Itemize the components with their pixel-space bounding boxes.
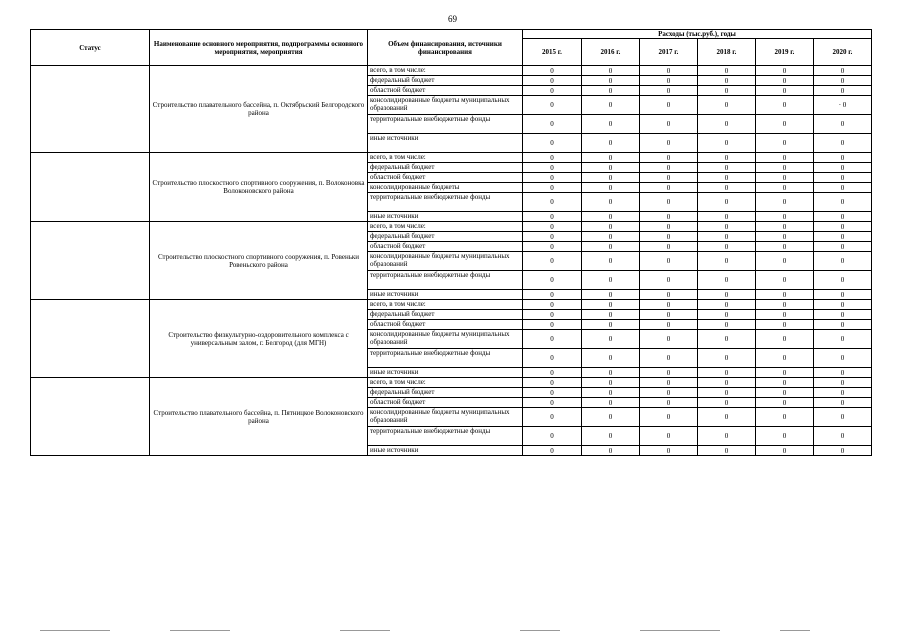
value-cell: 0 [523, 232, 582, 242]
value-cell: 0 [814, 134, 872, 153]
value-cell: 0 [698, 212, 756, 222]
source-label: федеральный бюджет [368, 310, 523, 320]
value-cell: 0 [640, 330, 698, 349]
value-cell: 0 [582, 368, 640, 378]
value-cell: 0 [698, 408, 756, 427]
value-cell: 0 [523, 368, 582, 378]
source-label: территориальные внебюджетные фонды [368, 427, 523, 446]
value-cell: 0 [756, 349, 814, 368]
year-header: 2018 г. [698, 39, 756, 66]
value-cell: 0 [698, 134, 756, 153]
source-label: всего, в том числе: [368, 300, 523, 310]
source-label: всего, в том числе: [368, 378, 523, 388]
source-label: иные источники [368, 212, 523, 222]
source-label: всего, в том числе: [368, 66, 523, 76]
value-cell: 0 [756, 427, 814, 446]
value-cell: 0 [756, 163, 814, 173]
year-header: 2019 г. [756, 39, 814, 66]
value-cell: 0 [698, 398, 756, 408]
value-cell: 0 [523, 330, 582, 349]
event-block [31, 378, 872, 456]
value-cell: 0 [756, 183, 814, 193]
value-cell: 0 [756, 320, 814, 330]
value-cell: 0 [814, 115, 872, 134]
value-cell: 0 [756, 232, 814, 242]
scan-footer-marks [40, 630, 860, 636]
source-label: иные источники [368, 134, 523, 153]
value-cell: 0 [523, 398, 582, 408]
value-cell: 0 [640, 66, 698, 76]
value-cell: 0 [814, 378, 872, 388]
source-label: областной бюджет [368, 320, 523, 330]
value-cell: 0 [523, 271, 582, 290]
value-cell: 0 [698, 153, 756, 163]
source-label: всего, в том числе: [368, 222, 523, 232]
value-cell: 0 [523, 427, 582, 446]
value-cell: 0 [640, 368, 698, 378]
value-cell: 0 [756, 398, 814, 408]
source-label: областной бюджет [368, 242, 523, 252]
value-cell: 0 [640, 232, 698, 242]
value-cell: 0 [640, 300, 698, 310]
value-cell: 0 [523, 76, 582, 86]
value-cell: 0 [698, 242, 756, 252]
source-label: консолидированные бюджеты муниципальных образований [368, 408, 523, 427]
status-cell [31, 300, 150, 378]
value-cell: 0 [523, 173, 582, 183]
value-cell: 0 [756, 76, 814, 86]
value-cell: 0 [698, 222, 756, 232]
value-cell: 0 [756, 86, 814, 96]
value-cell: 0 [814, 232, 872, 242]
source-label: территориальные внебюджетные фонды [368, 271, 523, 290]
value-cell: 0 [814, 86, 872, 96]
value-cell: 0 [756, 153, 814, 163]
scan-mark [520, 630, 560, 631]
value-cell: 0 [814, 212, 872, 222]
value-cell: 0 [756, 446, 814, 456]
value-cell: 0 [698, 66, 756, 76]
value-cell: 0 [698, 271, 756, 290]
value-cell: 0 [582, 242, 640, 252]
value-cell: 0 [582, 96, 640, 115]
value-cell: 0 [698, 368, 756, 378]
source-label: областной бюджет [368, 86, 523, 96]
value-cell: 0 [698, 310, 756, 320]
value-cell: 0 [523, 163, 582, 173]
source-label: иные источники [368, 446, 523, 456]
funding-volume-header: Объем финансирования, источники финансирования [368, 30, 523, 66]
value-cell: 0 [814, 163, 872, 173]
year-header: 2020 г. [814, 39, 872, 66]
source-label: областной бюджет [368, 173, 523, 183]
source-label: федеральный бюджет [368, 163, 523, 173]
source-label: консолидированные бюджеты муниципальных образований [368, 252, 523, 271]
source-label: федеральный бюджет [368, 232, 523, 242]
value-cell: 0 [582, 76, 640, 86]
value-cell: 0 [698, 378, 756, 388]
source-label: федеральный бюджет [368, 76, 523, 86]
value-cell: 0 [523, 310, 582, 320]
value-cell: 0 [582, 153, 640, 163]
table-row [31, 300, 872, 310]
event-name: Строительство плоскостного спортивного сооружения, п. Волоконовка Волоконовского района [150, 153, 368, 222]
financing-table [30, 29, 872, 456]
value-cell: 0 [756, 271, 814, 290]
value-cell: 0 [756, 290, 814, 300]
event-block [31, 300, 872, 378]
value-cell: 0 [814, 173, 872, 183]
page-number: 69 [448, 14, 457, 24]
expenses-header: Расходы (тыс.руб.), годы [523, 30, 872, 39]
value-cell: 0 [640, 252, 698, 271]
value-cell: 0 [814, 183, 872, 193]
value-cell: 0 [523, 193, 582, 212]
value-cell: 0 [756, 408, 814, 427]
value-cell: 0 [640, 163, 698, 173]
value-cell: 0 [523, 252, 582, 271]
value-cell: 0 [756, 388, 814, 398]
value-cell: 0 [756, 212, 814, 222]
value-cell: 0 [582, 310, 640, 320]
value-cell: 0 [582, 86, 640, 96]
source-label: иные источники [368, 290, 523, 300]
value-cell: 0 [756, 252, 814, 271]
source-label: федеральный бюджет [368, 388, 523, 398]
value-cell: 0 [582, 173, 640, 183]
value-cell: 0 [756, 242, 814, 252]
source-label: консолидированные бюджеты муниципальных образований [368, 96, 523, 115]
scan-mark [40, 630, 110, 631]
value-cell: 0 [698, 115, 756, 134]
value-cell: 0 [756, 134, 814, 153]
value-cell: 0 [582, 115, 640, 134]
value-cell: 0 [582, 446, 640, 456]
value-cell: 0 [814, 446, 872, 456]
value-cell: 0 [523, 446, 582, 456]
table-row [31, 66, 872, 76]
value-cell: 0 [640, 222, 698, 232]
value-cell: 0 [582, 66, 640, 76]
value-cell: 0 [756, 193, 814, 212]
value-cell: 0 [698, 76, 756, 86]
source-label: областной бюджет [368, 398, 523, 408]
value-cell: 0 [582, 300, 640, 310]
value-cell: 0 [814, 222, 872, 232]
event-block [31, 222, 872, 300]
value-cell: 0 [698, 427, 756, 446]
value-cell: 0 [814, 193, 872, 212]
status-cell [31, 222, 150, 300]
value-cell: 0 [523, 66, 582, 76]
value-cell: 0 [523, 300, 582, 310]
source-label: консолидированные бюджеты муниципальных образований [368, 330, 523, 349]
value-cell: 0 [814, 349, 872, 368]
value-cell: 0 [640, 173, 698, 183]
scan-mark [340, 630, 390, 631]
value-cell: 0 [698, 446, 756, 456]
value-cell: 0 [640, 134, 698, 153]
value-cell: 0 [814, 330, 872, 349]
table-row [31, 153, 872, 163]
value-cell: 0 [582, 183, 640, 193]
value-cell: 0 [523, 222, 582, 232]
source-label: иные источники [368, 368, 523, 378]
event-block [31, 153, 872, 222]
value-cell: 0 [640, 446, 698, 456]
value-cell: 0 [523, 320, 582, 330]
value-cell: 0 [814, 368, 872, 378]
value-cell: 0 [640, 349, 698, 368]
status-cell [31, 378, 150, 456]
value-cell: 0 [814, 271, 872, 290]
event-name: Строительство плавательного бассейна, п. Октябрьский Белгородского района [150, 66, 368, 153]
value-cell: 0 [523, 134, 582, 153]
value-cell: 0 [814, 76, 872, 86]
value-cell: 0 [523, 290, 582, 300]
event-name: Строительство плавательного бассейна, п. Пятницкое Волоконовского района [150, 378, 368, 456]
header-row-top [31, 30, 872, 39]
value-cell: 0 [814, 388, 872, 398]
value-cell: 0 [698, 388, 756, 398]
year-header: 2017 г. [640, 39, 698, 66]
value-cell: 0 [814, 398, 872, 408]
status-cell [31, 66, 150, 153]
value-cell: 0 [523, 153, 582, 163]
value-cell: 0 [640, 183, 698, 193]
value-cell: 0 [698, 173, 756, 183]
status-header: Статус [31, 30, 150, 66]
event-name: Строительство физкультурно-оздоровительного комплекса с универсальным залом, г. Белгород (для МГН) [150, 300, 368, 378]
value-cell: 0 [582, 349, 640, 368]
value-cell: 0 [756, 115, 814, 134]
value-cell: 0 [814, 300, 872, 310]
scan-mark [170, 630, 230, 631]
value-cell: 0 [640, 86, 698, 96]
value-cell: 0 [582, 271, 640, 290]
value-cell: 0 [582, 427, 640, 446]
value-cell: 0 [582, 408, 640, 427]
value-cell: 0 [523, 408, 582, 427]
value-cell: 0 [523, 242, 582, 252]
value-cell: 0 [756, 222, 814, 232]
value-cell: 0 [582, 320, 640, 330]
source-label: консолидированные бюджеты [368, 183, 523, 193]
value-cell: 0 [640, 96, 698, 115]
value-cell: 0 [582, 330, 640, 349]
value-cell: 0 [582, 378, 640, 388]
source-label: территориальные внебюджетные фонды [368, 115, 523, 134]
value-cell: 0 [582, 222, 640, 232]
source-label: территориальные внебюджетные фонды [368, 193, 523, 212]
value-cell: 0 [698, 183, 756, 193]
value-cell: 0 [814, 153, 872, 163]
table-row [31, 378, 872, 388]
value-cell: 0 [523, 349, 582, 368]
value-cell: 0 [523, 96, 582, 115]
value-cell: 0 [640, 408, 698, 427]
value-cell: 0 [698, 320, 756, 330]
value-cell: 0 [582, 398, 640, 408]
value-cell: 0 [698, 330, 756, 349]
value-cell: 0 [756, 310, 814, 320]
scan-mark [640, 630, 720, 631]
value-cell: 0 [640, 76, 698, 86]
value-cell: 0 [582, 388, 640, 398]
value-cell: 0 [814, 408, 872, 427]
value-cell: 0 [582, 193, 640, 212]
value-cell: 0 [640, 427, 698, 446]
value-cell: 0 [698, 290, 756, 300]
year-header: 2015 г. [523, 39, 582, 66]
value-cell: 0 [582, 290, 640, 300]
value-cell: 0 [582, 134, 640, 153]
value-cell: 0 [582, 252, 640, 271]
value-cell: 0 [756, 173, 814, 183]
scan-mark [780, 630, 810, 631]
value-cell: 0 [523, 212, 582, 222]
value-cell: 0 [756, 330, 814, 349]
value-cell: 0 [698, 163, 756, 173]
value-cell: 0 [640, 212, 698, 222]
value-cell: 0 [582, 212, 640, 222]
value-cell: 0 [640, 378, 698, 388]
value-cell: · 0 [814, 96, 872, 115]
value-cell: 0 [640, 398, 698, 408]
value-cell: 0 [814, 320, 872, 330]
value-cell: 0 [582, 232, 640, 242]
value-cell: 0 [756, 96, 814, 115]
value-cell: 0 [756, 300, 814, 310]
value-cell: 0 [698, 86, 756, 96]
value-cell: 0 [640, 388, 698, 398]
value-cell: 0 [582, 163, 640, 173]
value-cell: 0 [640, 193, 698, 212]
value-cell: 0 [523, 115, 582, 134]
value-cell: 0 [698, 232, 756, 242]
event-block [31, 66, 872, 153]
value-cell: 0 [698, 193, 756, 212]
value-cell: 0 [698, 349, 756, 368]
value-cell: 0 [698, 300, 756, 310]
value-cell: 0 [814, 66, 872, 76]
event-name: Строительство плоскостного спортивного сооружения, п. Ровеньки Ровеньского района [150, 222, 368, 300]
value-cell: 0 [640, 290, 698, 300]
value-cell: 0 [756, 66, 814, 76]
value-cell: 0 [640, 242, 698, 252]
value-cell: 0 [523, 388, 582, 398]
value-cell: 0 [814, 252, 872, 271]
value-cell: 0 [640, 115, 698, 134]
value-cell: 0 [640, 320, 698, 330]
value-cell: 0 [814, 242, 872, 252]
source-label: всего, в том числе: [368, 153, 523, 163]
value-cell: 0 [523, 183, 582, 193]
value-cell: 0 [814, 310, 872, 320]
status-cell [31, 153, 150, 222]
value-cell: 0 [814, 290, 872, 300]
value-cell: 0 [698, 96, 756, 115]
value-cell: 0 [640, 271, 698, 290]
value-cell: 0 [523, 378, 582, 388]
year-header: 2016 г. [582, 39, 640, 66]
value-cell: 0 [523, 86, 582, 96]
table-row [31, 222, 872, 232]
source-label: территориальные внебюджетные фонды [368, 349, 523, 368]
value-cell: 0 [698, 252, 756, 271]
event-name-header: Наименование основного мероприятия, подпрограммы основного мероприятия, мероприятия [150, 30, 368, 66]
value-cell: 0 [640, 310, 698, 320]
value-cell: 0 [640, 153, 698, 163]
value-cell: 0 [814, 427, 872, 446]
value-cell: 0 [756, 368, 814, 378]
value-cell: 0 [756, 378, 814, 388]
